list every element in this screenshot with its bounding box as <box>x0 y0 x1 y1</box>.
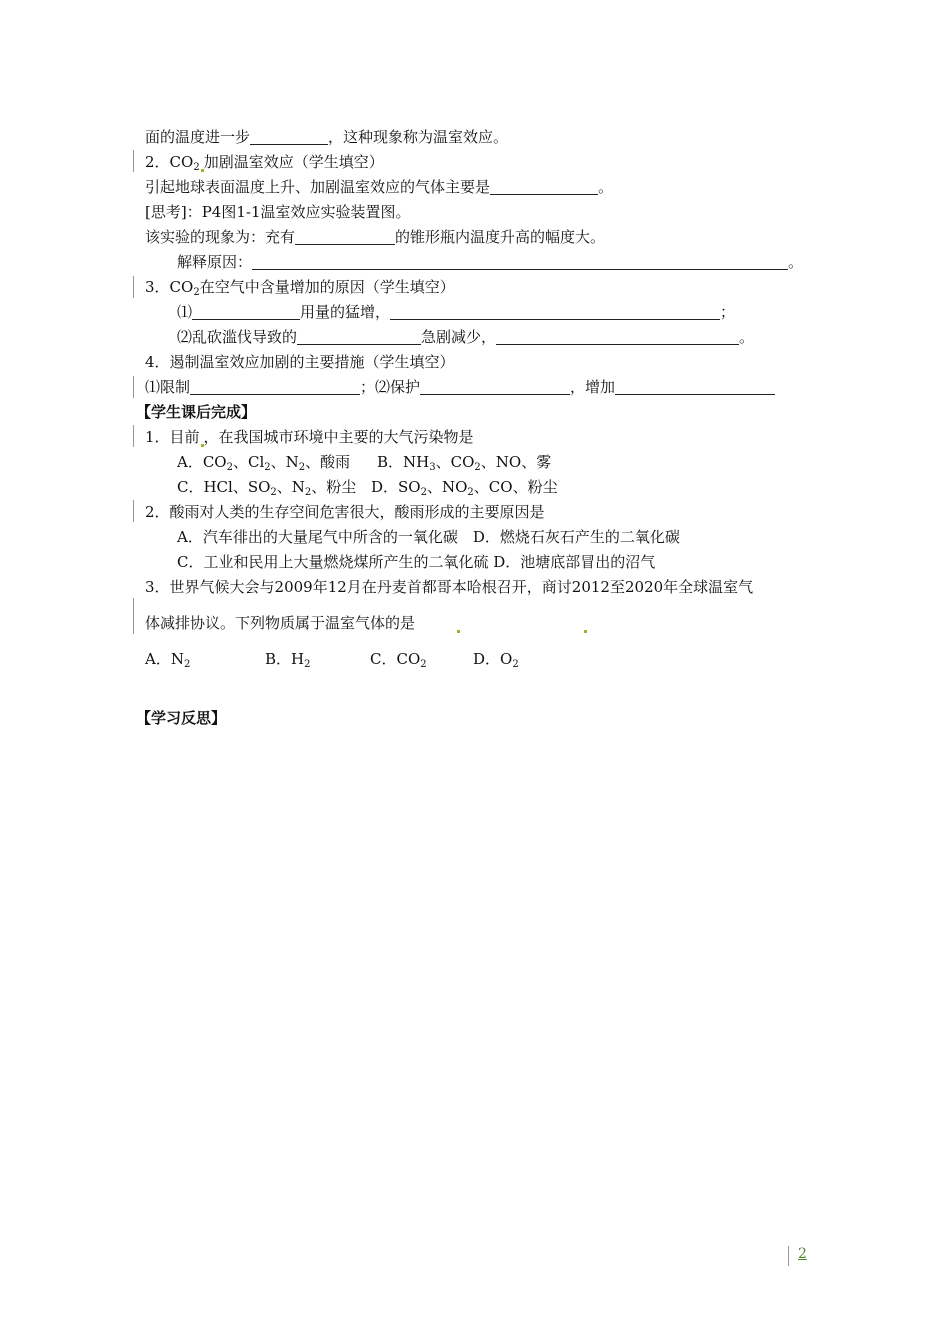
text-line-11 <box>145 376 775 398</box>
text: 。 <box>788 253 804 271</box>
option-b[interactable]: B．$H_2$ <box>265 650 311 670</box>
text: 。 <box>598 178 614 196</box>
change-bar <box>133 150 134 172</box>
text: [思考]：P4图1-1温室效应实验装置图。 <box>145 203 411 221</box>
text: 该实验的现象为：充有 <box>145 228 296 246</box>
option-b[interactable]: B．$NH_3$、$CO_2$、NO、雾 <box>377 453 552 473</box>
text-line-1 <box>145 126 508 148</box>
change-bar <box>133 276 134 298</box>
comment-marker <box>584 630 587 633</box>
text: 2．CO <box>145 153 194 171</box>
question-3-stem-2 <box>145 612 587 634</box>
fill-blank[interactable] <box>190 378 360 395</box>
page-number-divider <box>788 1246 789 1266</box>
fill-blank[interactable] <box>192 303 300 320</box>
text: 4．遏制温室效应加剧的主要措施（学生填空） <box>145 353 455 371</box>
text: 1．目前 <box>145 428 200 446</box>
text: 加剧温室效应（学生填空） <box>203 153 384 171</box>
change-bar <box>133 500 134 522</box>
think-line <box>145 201 411 223</box>
section-4-heading <box>145 351 455 373</box>
fill-blank[interactable] <box>420 378 570 395</box>
fill-blank[interactable] <box>252 253 788 270</box>
section-3-heading <box>145 276 455 298</box>
text: 体减排协议。下列物质属于温室气体的是 <box>145 614 416 632</box>
text: ；⑵保护 <box>360 378 421 396</box>
option-c[interactable]: C．HCl、$SO_2$、$N_2$、粉尘 <box>177 478 357 498</box>
question-2-options-1[interactable]: A．汽车徘出的大量尾气中所含的一氧化碳 D．燃烧石灰石产生的二氧化碳 <box>177 528 680 546</box>
section-heading-reflection: 【学习反思】 <box>136 709 227 727</box>
change-bar <box>133 598 134 634</box>
text: ，这种现象称为温室效应。 <box>328 128 509 146</box>
text: ； <box>720 303 736 321</box>
text-line-3 <box>145 176 613 198</box>
text: 引起地球表面温度上升、加剧温室效应的气体主要是 <box>145 178 491 196</box>
question-1-options-ab <box>177 451 551 473</box>
section-2-heading <box>145 151 384 173</box>
option-a[interactable]: A．$N_2$ <box>145 650 191 670</box>
text: 急剧减少， <box>421 328 497 346</box>
text: 在空气中含量增加的原因（学生填空） <box>199 278 455 296</box>
text-line-9 <box>177 326 754 348</box>
option-d[interactable]: D．$SO_2$、$NO_2$、CO、粉尘 <box>371 478 558 498</box>
subscript: 2 <box>193 162 200 173</box>
question-2-stem <box>145 501 545 523</box>
text: 用量的猛增， <box>300 303 391 321</box>
fill-blank[interactable] <box>297 328 421 345</box>
option-d[interactable]: D．$O_2$ <box>473 650 519 670</box>
fill-blank[interactable] <box>250 128 328 145</box>
page-number: 2 <box>798 1246 807 1262</box>
question-3-options <box>145 648 519 670</box>
question-1-options-cd <box>177 476 558 498</box>
text: ⑴ <box>177 303 193 321</box>
fill-blank[interactable] <box>615 378 775 395</box>
subscript: 2 <box>193 287 200 298</box>
question-2-options-2[interactable]: C．工业和民用上大量燃烧煤所产生的二氧化硫 D．池塘底部冒出的沼气 <box>177 553 656 571</box>
text-line-5 <box>145 226 605 248</box>
fill-blank[interactable] <box>295 228 395 245</box>
change-bar <box>133 425 134 447</box>
fill-blank[interactable] <box>390 303 720 320</box>
text: 解释原因： <box>177 253 253 271</box>
question-3-stem-1: 3．世界气候大会与2009年12月在丹麦首都哥本哈根召开，商讨2012至2020年全球温室气 <box>145 578 754 596</box>
text-line-6 <box>177 251 803 273</box>
comment-marker <box>457 630 460 633</box>
change-bar <box>133 376 134 398</box>
text: ⑵乱砍滥伐导致的 <box>177 328 298 346</box>
text-line-8 <box>177 301 735 323</box>
text: ⑴限制 <box>145 378 191 396</box>
section-heading-homework: 【学生课后完成】 <box>136 403 257 421</box>
text: 面的温度进一步 <box>145 128 251 146</box>
question-1-stem <box>145 426 474 448</box>
text: ，在我国城市环境中主要的大气污染物是 <box>203 428 474 446</box>
option-c[interactable]: C．$CO_2$ <box>370 650 427 670</box>
text: 。 <box>739 328 755 346</box>
text: 2．酸雨对人类的生存空间危害很大，酸雨形成的主要原因是 <box>145 503 545 521</box>
text: ，增加 <box>570 378 616 396</box>
option-a[interactable]: A．$CO_2$、$Cl_2$、$N_2$、酸雨 <box>177 453 351 473</box>
fill-blank[interactable] <box>496 328 739 345</box>
fill-blank[interactable] <box>490 178 598 195</box>
text: 3．CO <box>145 278 194 296</box>
text: 的锥形瓶内温度升高的幅度大。 <box>395 228 606 246</box>
